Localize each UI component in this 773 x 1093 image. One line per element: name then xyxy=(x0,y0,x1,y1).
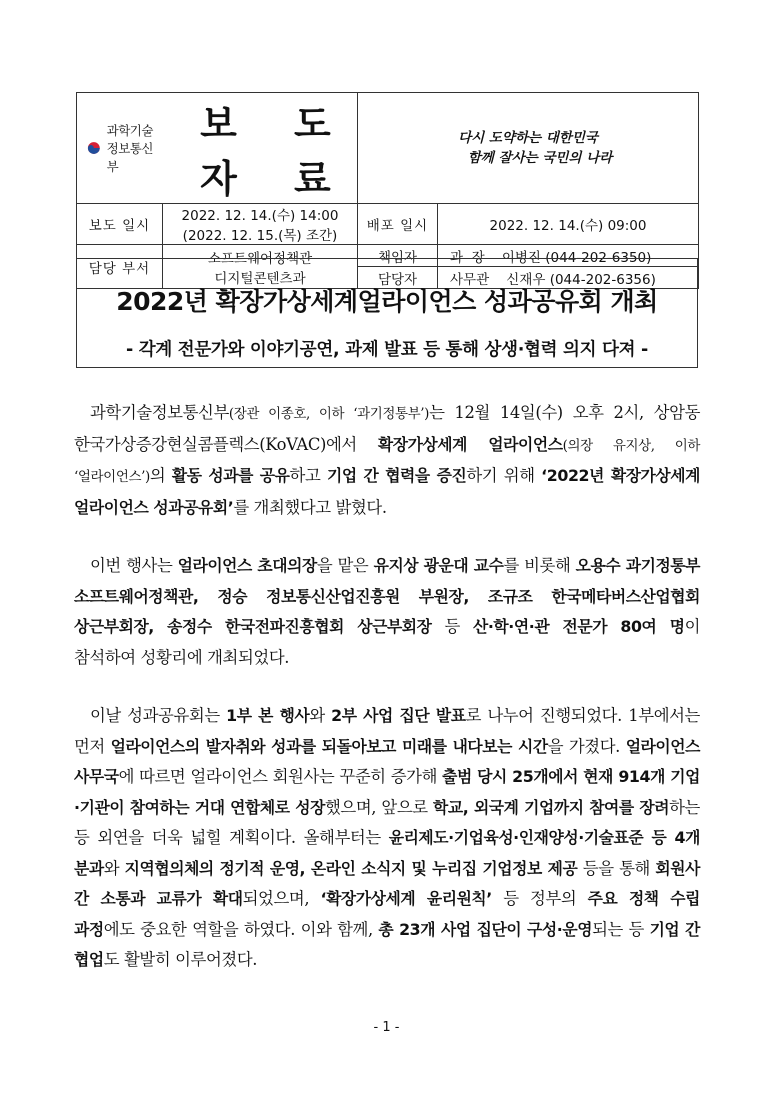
slogan-line-1: 다시 도약하는 대한민국 xyxy=(458,130,598,146)
emphasis-text: 기업 간 협력을 증진 xyxy=(326,466,467,485)
body-text: 를 개최했다고 밝혔다. xyxy=(233,497,387,517)
emphasis-text: 지역협의체의 정기적 운영, 온라인 소식지 및 누리집 기업정보 제공 xyxy=(124,858,578,878)
contact-person-value: 사무관 신재우 (044-202-6356) xyxy=(438,267,699,289)
body-text: 하고 xyxy=(289,466,327,485)
paragraph-1 xyxy=(74,398,700,523)
body-text: 이날 성과공유회는 xyxy=(90,706,227,725)
ministry-logo-cell xyxy=(77,93,358,204)
body-text: 했으며, 앞으로 xyxy=(324,797,434,817)
body-text: 와 xyxy=(103,858,125,878)
body-text: 와 xyxy=(309,706,332,725)
body-text: 를 비롯해 xyxy=(503,556,576,575)
emphasis-text: 얼라이언스 초대의장 xyxy=(177,556,317,575)
emphasis-text: 산·학·연·관 전문가 80여 명 xyxy=(472,617,685,636)
body-text: 로 나누어 진행되었다. 1부에서는 먼저 xyxy=(74,706,700,756)
body-text: 되는 등 xyxy=(592,919,650,939)
paragraph-3 xyxy=(74,701,700,976)
department-line-1: 소프트웨어정책관 xyxy=(207,250,313,267)
body-text: (장관 이종호, 이하 ‘과기정통부’) xyxy=(228,406,430,422)
ministry-name: 과학기술정보통신부 xyxy=(106,123,153,174)
headline-box xyxy=(76,258,698,368)
body-text: 하는 등 외연을 더욱 넓힐 계획이다. 올해부터는 xyxy=(74,797,700,847)
emphasis-text: 활동 성과를 공유 xyxy=(171,466,290,485)
headline-subtitle: - 각계 전문가와 이야기공연, 과제 발표 등 통해 상생·협력 의지 다져 - xyxy=(125,340,649,360)
release-time-label: 보도 일시 xyxy=(77,204,163,245)
emphasis-text: 얼라이언스의 발자취와 성과를 되돌아보고 미래를 내다보는 시간 xyxy=(110,736,548,756)
emphasis-text: 확장가상세계 얼라이언스 xyxy=(377,434,563,454)
body-text: 등을 통해 xyxy=(577,858,656,878)
body-text: 을 가졌다. xyxy=(547,736,626,756)
body-text: 에 따르면 얼라이언스 회원사는 꾸준히 증가해 xyxy=(118,767,443,786)
emphasis-text: 회원사 간 소통과 교류가 확대 xyxy=(74,858,700,908)
release-time-line-1: 2022. 12. 14.(수) 14:00 xyxy=(181,208,339,224)
body-text: 등 xyxy=(431,617,473,636)
press-release-title: 보 도 자 료 xyxy=(200,102,353,201)
body-text: 에도 중요한 역할을 하였다. 이와 함께, xyxy=(103,919,379,939)
headline-title: 2022년 확장가상세계얼라이언스 성과공유회 개최 xyxy=(116,287,658,316)
distribution-time-value: 2022. 12. 14.(수) 09:00 xyxy=(438,204,699,245)
department-line-2: 디지털콘텐츠과 xyxy=(214,270,306,287)
body-text: 하기 위해 xyxy=(466,466,542,485)
release-time-line-2: (2022. 12. 15.(목) 조간) xyxy=(182,228,338,244)
contact-person-label: 담당자 xyxy=(358,267,438,289)
emphasis-text: 1부 본 행사 xyxy=(226,706,310,725)
article-body xyxy=(74,398,700,1004)
body-text: 을 맡은 xyxy=(316,556,374,575)
page-number: - 1 - xyxy=(373,1020,400,1035)
emphasis-text: 총 23개 사업 집단이 구성·운영 xyxy=(378,919,593,939)
slogan-line-2: 함께 잘사는 국민의 나라 xyxy=(467,150,613,166)
emphasis-text: 기업 간 협업 xyxy=(74,919,701,969)
emphasis-text: 학교, 외국계 기업까지 참여를 장려 xyxy=(433,797,670,817)
body-text: 과학기술정보통신부 xyxy=(90,403,229,422)
emphasis-text: 유지상 광운대 교수 xyxy=(373,556,504,575)
emphasis-text: 오용수 과기정통부 소프트웨어정책관, 정승 정보통신산업진흥원 부원장, 조규조 한국메타버스산업협회 상근부회장, 송정수 한국전파진흥협회 상근부회장 xyxy=(74,556,701,636)
body-text: 등 정부의 xyxy=(491,889,588,908)
paragraph-2 xyxy=(74,551,700,673)
responsible-value: 과 장 이병진 (044-202-6350) xyxy=(438,245,699,267)
emphasis-text: ‘확장가상세계 윤리원칙’ xyxy=(320,889,492,908)
distribution-time-label: 배포 일시 xyxy=(358,204,438,245)
responsible-label: 책임자 xyxy=(358,245,438,267)
department-label: 담당 부서 xyxy=(77,245,163,289)
body-text: 이 참석하여 성황리에 개최되었다. xyxy=(74,617,700,667)
body-text: 의 xyxy=(149,466,172,485)
body-text: 되었으며, xyxy=(242,889,321,908)
emphasis-text: 얼라이언스 사무국 xyxy=(74,736,700,786)
body-text: 도 활발히 이루어졌다. xyxy=(103,950,258,969)
emphasis-text: ‘2022년 확장가상세계 얼라이언스 성과공유회’ xyxy=(74,466,700,517)
body-text: 이번 행사는 xyxy=(90,556,178,575)
body-text: 는 12월 14일(수) 오후 2시, 상암동 한국가상증강현실콤플렉스(KoVAC)에서 xyxy=(74,403,701,454)
body-text: (의장 유지상, 이하 ‘얼라이언스’) xyxy=(74,437,701,485)
emphasis-text: 윤리제도·기업육성·인재양성·기술표준 등 4개 분과 xyxy=(74,828,700,878)
government-slogan xyxy=(358,93,699,204)
taegeuk-logo-icon xyxy=(87,133,101,163)
release-time-value xyxy=(163,204,358,245)
emphasis-text: 주요 정책 수립 과정 xyxy=(74,889,700,939)
emphasis-text: 출범 당시 25개에서 현재 914개 기업·기관이 참여하는 거대 연합체로 성장 xyxy=(74,767,701,817)
emphasis-text: 2부 사업 집단 발표 xyxy=(331,706,466,725)
